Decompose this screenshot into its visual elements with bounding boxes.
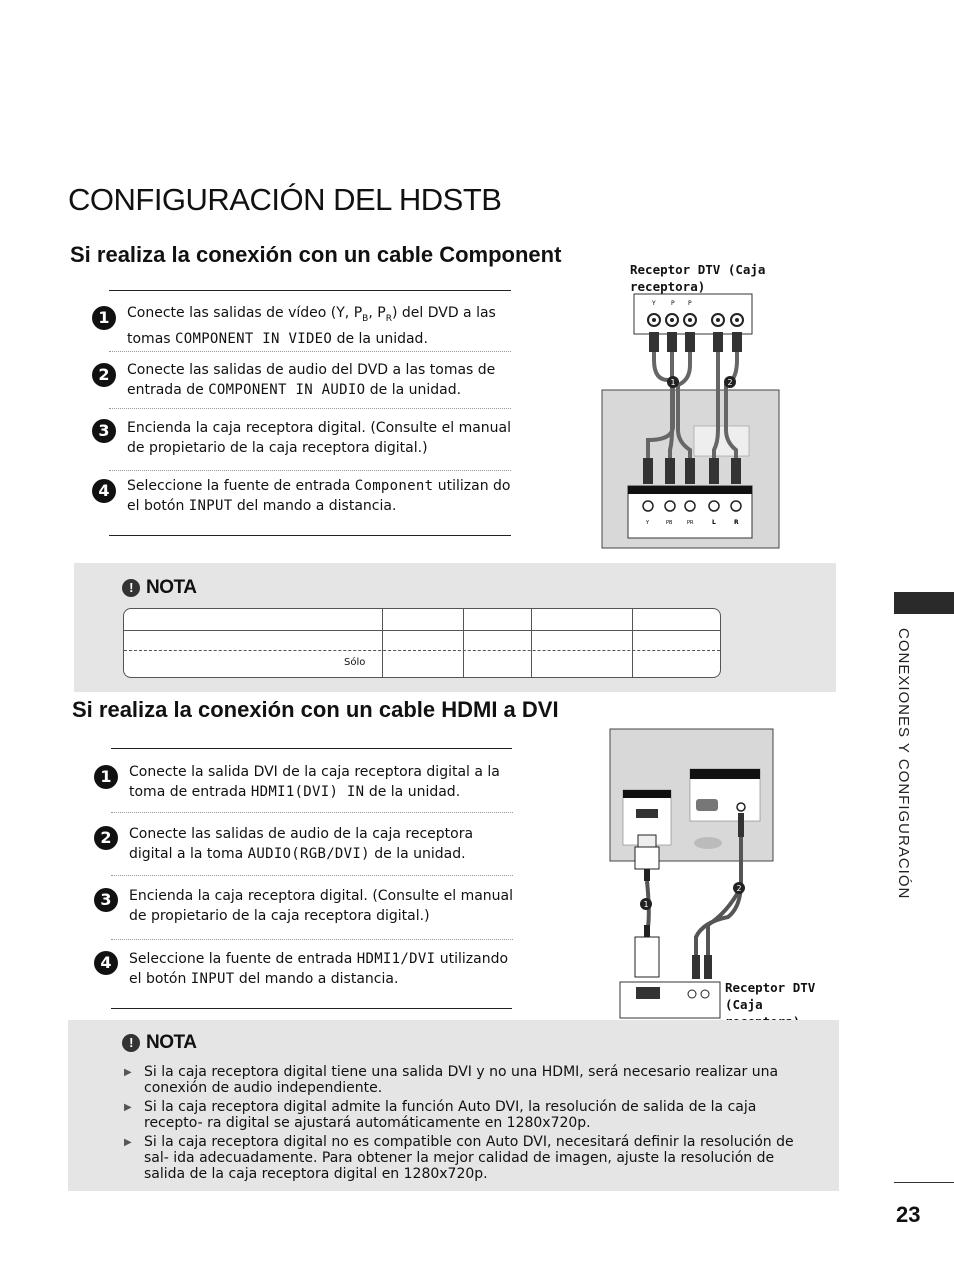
step-number: 2 <box>92 363 116 387</box>
receiver-port-label: P <box>671 300 675 307</box>
step-number: 4 <box>94 951 118 975</box>
note-box-hdmi <box>68 1020 839 1191</box>
receiver-port-label: P <box>688 300 692 307</box>
receiver-label: Receptor DTV (Caja receptora) <box>630 262 766 294</box>
cable-marker: 2 <box>736 884 742 893</box>
hdmi-steps <box>100 748 514 1010</box>
hdmi-dvi-connection-diagram <box>608 727 778 1022</box>
step-3: 3 Encienda la caja receptora digital. (Consulte el manual de propietario de la caja receptora digital.) <box>127 418 511 458</box>
step-1: 1 Conecte la salida DVI de la caja receptora digital a la toma de entrada HDMI1(DVI) IN de la unidad. <box>129 762 513 802</box>
arrow-right-icon: ▶ <box>124 1137 132 1148</box>
step-4: 4 Seleccione la fuente de entrada Component utilizan do el botón INPUT del mando a distancia. <box>127 476 511 516</box>
table-cell: Sólo <box>344 657 366 668</box>
tv-port-label: PR <box>687 520 694 526</box>
cable-marker: 2 <box>727 378 733 387</box>
section-title-component: Si realiza la conexión con un cable Component <box>70 242 562 267</box>
step-3: 3 Encienda la caja receptora digital. (Consulte el manual de propietario de la caja receptora digital.) <box>129 886 513 926</box>
step-1: 1 Conecte las salidas de vídeo (Y, $P_B$, $P_R$) del DVD a las tomas COMPONENT IN VIDEO de la unidad. <box>127 303 511 349</box>
note-box-component <box>74 563 836 692</box>
note-item: ▶ Si la caja receptora digital no es compatible con Auto DVI, necesitará definir la resolución de sal- ida adecuadamente. Para obtener la mejor calidad de imagen, ajuste la resolución de salida de la caja receptora digital en 1280x720p. <box>124 1134 794 1182</box>
receiver-port-label: Y <box>652 300 656 307</box>
component-steps <box>98 290 512 536</box>
step-number: 4 <box>92 479 116 503</box>
step-2: 2 Conecte las salidas de audio de la caja receptora digital a la toma AUDIO(RGB/DVI) de la unidad. <box>129 824 513 864</box>
arrow-right-icon: ▶ <box>124 1067 132 1078</box>
step-number: 3 <box>94 888 118 912</box>
note-item: ▶ Si la caja receptora digital admite la función Auto DVI, la resolución de salida de la caja recepto- ra digital se ajustará automáticamente en 1280x720p. <box>124 1099 757 1131</box>
exclamation-icon: ! <box>122 579 140 597</box>
tv-port-label: Y <box>646 520 650 526</box>
step-number: 3 <box>92 419 116 443</box>
note-item: ▶ Si la caja receptora digital tiene una salida DVI y no una HDMI, será necesario realizar una conexión de audio independiente. <box>124 1064 779 1096</box>
step-number: 2 <box>94 826 118 850</box>
tv-port-label: PB <box>666 520 673 526</box>
nota-heading: ! NOTA <box>122 1032 196 1054</box>
page-number: 23 <box>896 1202 921 1227</box>
step-number: 1 <box>94 765 118 789</box>
cable-marker: 1 <box>670 378 676 387</box>
section-tab-marker <box>894 592 954 614</box>
receiver-label: Receptor DTV (Caja <box>725 980 816 1012</box>
nota-heading: ! NOTA <box>122 577 196 599</box>
section-title-hdmi-dvi: Si realiza la conexión con un cable HDMI a DVI <box>72 697 559 722</box>
step-4: 4 Seleccione la fuente de entrada HDMI1/DVI utilizando el botón INPUT del mando a distancia. <box>129 949 513 989</box>
step-number: 1 <box>92 306 116 330</box>
step-2: 2 Conecte las salidas de audio del DVD a las tomas de entrada de COMPONENT IN AUDIO de la unidad. <box>127 360 511 400</box>
component-connection-diagram <box>598 290 783 552</box>
cable-marker: 1 <box>643 900 649 909</box>
arrow-right-icon: ▶ <box>124 1102 132 1113</box>
resolution-table <box>123 608 721 678</box>
page-title: CONFIGURACIÓN DEL HDSTB <box>68 182 502 217</box>
side-section-label: CONEXIONES Y CONFIGURACIÓN <box>895 628 912 900</box>
tv-port-label: L <box>712 519 716 526</box>
exclamation-icon: ! <box>122 1034 140 1052</box>
tv-port-label: R <box>734 519 739 526</box>
